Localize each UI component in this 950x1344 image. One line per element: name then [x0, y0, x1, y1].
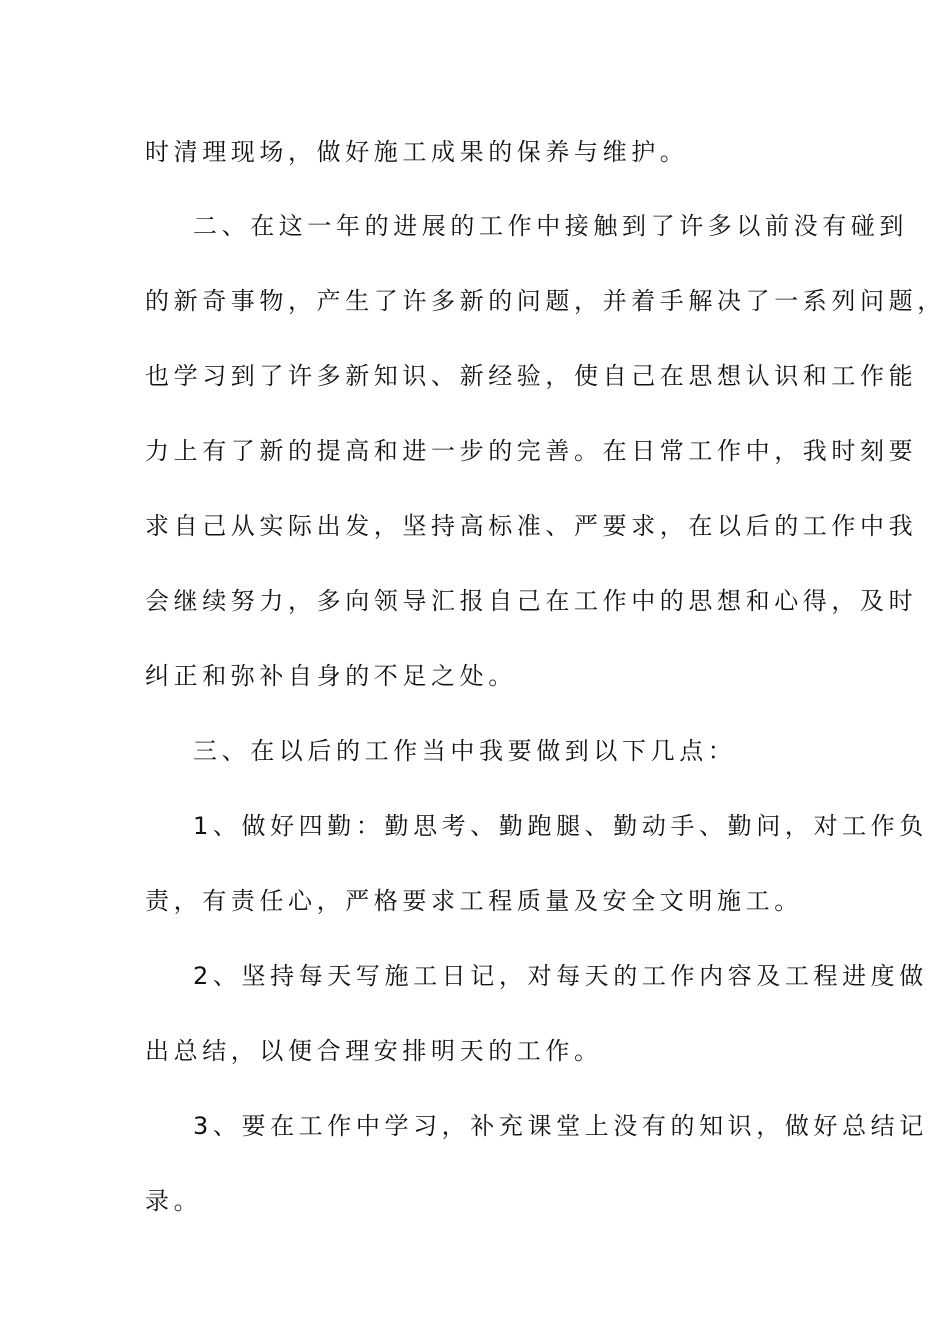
list-item-2: 2、坚持每天写施工日记，对每天的工作内容及工程进度做	[193, 962, 928, 990]
text-line: 也学习到了许多新知识、新经验，使自己在思想认识和工作能	[145, 362, 918, 390]
text-line: 出总结，以便合理安排明天的工作。	[145, 1037, 603, 1065]
paragraph-heading-2: 二、在这一年的进展的工作中接触到了许多以前没有碰到	[193, 212, 908, 240]
text-line: 录。	[145, 1187, 203, 1215]
paragraph-heading-3: 三、在以后的工作当中我要做到以下几点：	[193, 737, 737, 765]
list-item-1: 1、做好四勤：勤思考、勤跑腿、勤动手、勤问，对工作负	[193, 812, 928, 840]
text-line: 纠正和弥补自身的不足之处。	[145, 662, 517, 690]
text-line: 时清理现场，做好施工成果的保养与维护。	[145, 138, 689, 166]
text-line: 的新奇事物，产生了许多新的问题，并着手解决了一系列问题，	[145, 287, 946, 315]
list-item-3: 3、要在工作中学习，补充课堂上没有的知识，做好总结记	[193, 1112, 928, 1140]
text-line: 求自己从实际出发，坚持高标准、严要求，在以后的工作中我	[145, 512, 918, 540]
text-line: 会继续努力，多向领导汇报自己在工作中的思想和心得，及时	[145, 587, 918, 615]
text-line: 力上有了新的提高和进一步的完善。在日常工作中，我时刻要	[145, 437, 918, 465]
text-line: 责，有责任心，严格要求工程质量及安全文明施工。	[145, 887, 803, 915]
